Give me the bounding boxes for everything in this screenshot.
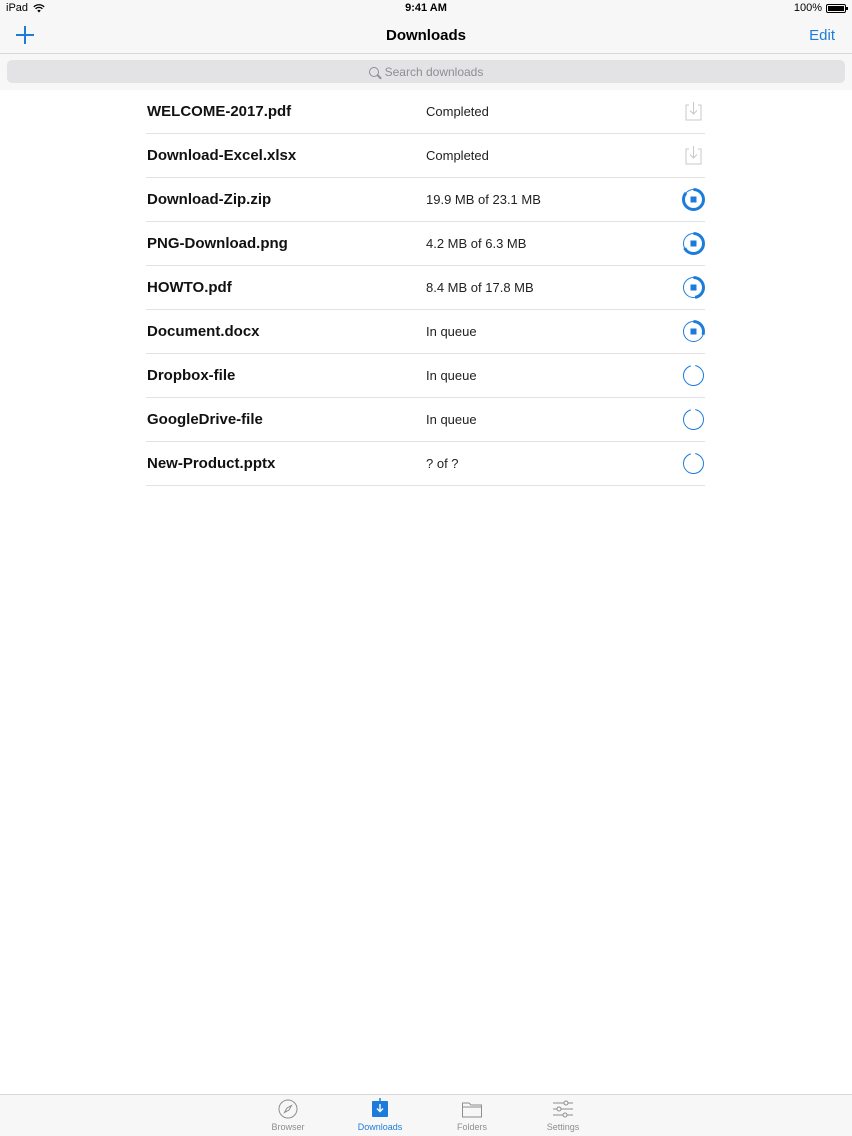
- page-title: Downloads: [385, 27, 466, 44]
- tab-browser-label: Browser: [271, 1122, 305, 1132]
- tab-settings[interactable]: [528, 1098, 598, 1132]
- tab-folders-label: Folders: [456, 1122, 487, 1132]
- stop-download-button[interactable]: [682, 232, 705, 255]
- download-status: In queue: [426, 324, 477, 339]
- download-file-name: Document.docx: [147, 323, 260, 340]
- tab-folders[interactable]: [437, 1098, 507, 1132]
- saved-download-icon[interactable]: [682, 144, 705, 167]
- queued-spinner-icon[interactable]: [682, 408, 705, 431]
- download-row[interactable]: [146, 222, 705, 266]
- battery-percent: 100%: [793, 2, 822, 14]
- tab-downloads[interactable]: [345, 1098, 415, 1132]
- download-file-name: Download-Zip.zip: [147, 191, 272, 208]
- status-right: [794, 2, 846, 14]
- download-status: 19.9 MB of 23.1 MB: [426, 192, 541, 207]
- download-file-name: WELCOME-2017.pdf: [147, 103, 292, 120]
- folder-icon: [461, 1098, 483, 1120]
- downloads-list: [146, 90, 705, 486]
- queued-spinner-icon[interactable]: [682, 364, 705, 387]
- download-status: 4.2 MB of 6.3 MB: [426, 236, 527, 251]
- download-file-name: Download-Excel.xlsx: [147, 147, 297, 164]
- download-file-name: PNG-Download.png: [147, 235, 288, 252]
- saved-download-icon[interactable]: [682, 100, 705, 123]
- queued-spinner-icon[interactable]: [682, 452, 705, 475]
- download-row[interactable]: [146, 310, 705, 354]
- download-row[interactable]: [146, 266, 705, 310]
- status-time: 9:41 AM: [405, 2, 447, 14]
- device-name: iPad: [6, 2, 29, 14]
- search-placeholder: Search downloads: [384, 64, 484, 79]
- search-input[interactable]: [7, 60, 845, 83]
- edit-button[interactable]: Edit: [809, 27, 835, 44]
- download-row[interactable]: [146, 90, 705, 134]
- stop-download-button[interactable]: [682, 276, 705, 299]
- download-row[interactable]: [146, 178, 705, 222]
- sliders-icon: [552, 1098, 574, 1120]
- download-row[interactable]: [146, 398, 705, 442]
- download-status: Completed: [426, 148, 489, 163]
- download-status: ? of ?: [426, 456, 459, 471]
- search-icon: [369, 67, 379, 77]
- search-bar-container: [0, 54, 852, 90]
- download-file-name: GoogleDrive-file: [147, 411, 263, 428]
- download-status: In queue: [426, 412, 477, 427]
- download-row[interactable]: [146, 354, 705, 398]
- download-status: 8.4 MB of 17.8 MB: [426, 280, 534, 295]
- download-status: Completed: [426, 104, 489, 119]
- tab-settings-label: Settings: [546, 1122, 580, 1132]
- status-bar: [0, 0, 852, 18]
- download-icon: [369, 1098, 391, 1120]
- tab-browser[interactable]: [253, 1098, 323, 1132]
- stop-download-button[interactable]: [682, 320, 705, 343]
- download-row[interactable]: [146, 442, 705, 486]
- stop-download-button[interactable]: [682, 188, 705, 211]
- tab-downloads-label: Downloads: [357, 1122, 403, 1132]
- compass-icon: [277, 1098, 299, 1120]
- tab-bar: [0, 1094, 852, 1136]
- battery-icon: [826, 4, 846, 13]
- download-file-name: HOWTO.pdf: [147, 279, 232, 296]
- download-file-name: Dropbox-file: [147, 367, 236, 384]
- navigation-bar: [0, 18, 852, 54]
- download-row[interactable]: [146, 134, 705, 178]
- download-file-name: New-Product.pptx: [147, 455, 276, 472]
- download-status: In queue: [426, 368, 477, 383]
